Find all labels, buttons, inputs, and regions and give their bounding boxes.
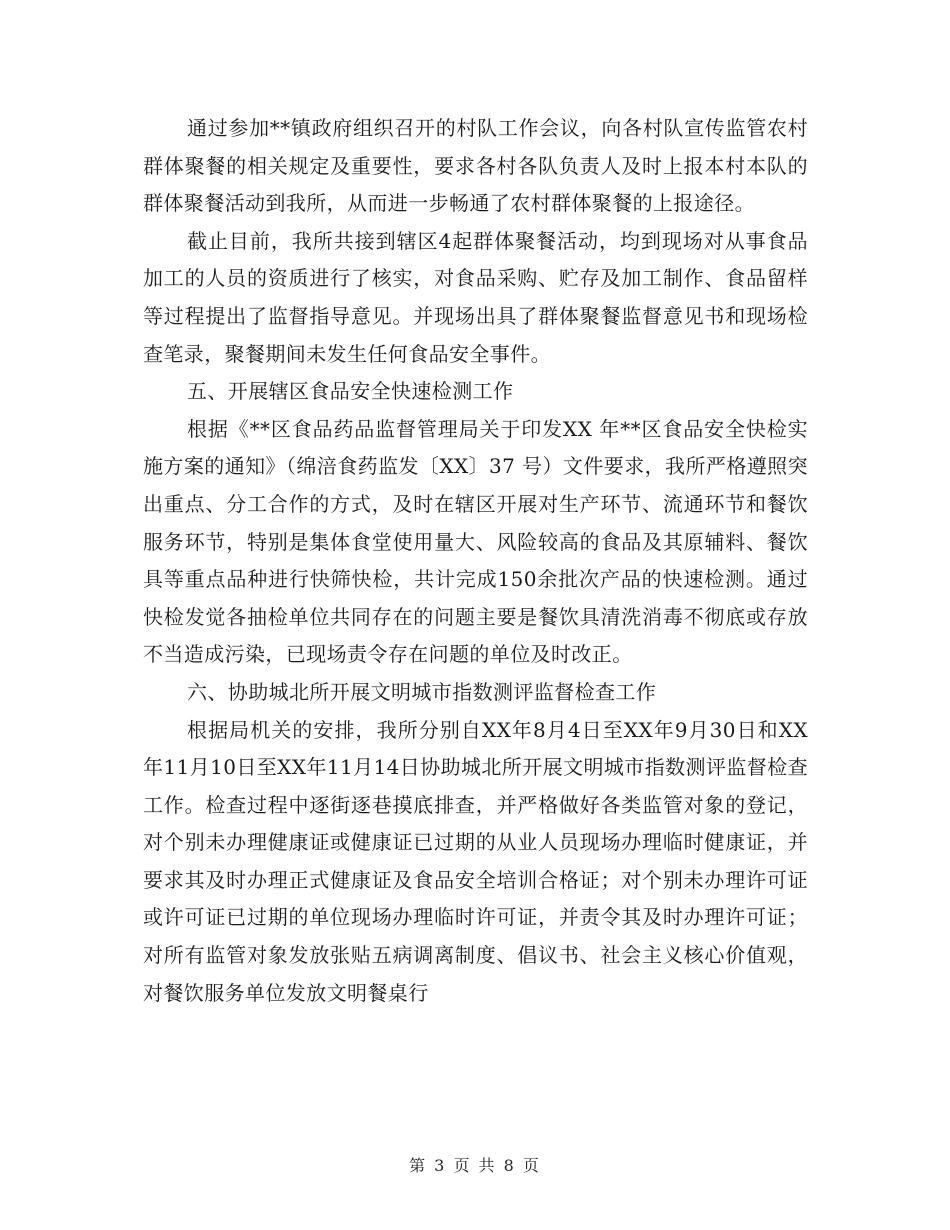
paragraph-3: 根据《**区食品药品监督管理局关于印发XX 年**区食品安全快检实施方案的通知》（绵涪食药监发〔XX〕37 号）文件要求，我所严格遵照突出重点、分工合作的方式，及时在辖区开展对生产环节、流通环节和餐饮服务环节，特别是集体食堂使用量大、风险较高的食品及其原辅料、餐饮具等重点品种进行快筛快检，共计完成150余批次产品的快速检测。通过快检发觉各抽检单位共同存在的问题主要是餐饮具清洗消毒不彻底或存放不当造成污染，已现场责令存在问题的单位及时改正。: [143, 416, 808, 667]
paragraph-1: 通过参加**镇政府组织召开的村队工作会议，向各村队宣传监管农村群体聚餐的相关规定及重要性，要求各村各队负责人及时上报本村本队的群体聚餐活动到我所，从而进一步畅通了农村群体聚餐的上报途径。: [143, 116, 808, 216]
page-footer: 第 3 页 共 8 页: [409, 1156, 541, 1175]
section-heading-6: 六、协助城北所开展文明城市指数测评监督检查工作: [187, 679, 657, 704]
section-heading-5: 五、开展辖区食品安全快速检测工作: [187, 379, 514, 404]
document-body: [143, 110, 808, 1012]
paragraph-2: 截止目前，我所共接到辖区4起群体聚餐活动，均到现场对从事食品加工的人员的资质进行了核实，对食品采购、贮存及加工制作、食品留样等过程提出了监督指导意见。并现场出具了群体聚餐监督意见书和现场检查笔录，聚餐期间未发生任何食品安全事件。: [143, 228, 808, 366]
paragraph-4: 根据局机关的安排，我所分别自XX年8月4日至XX年9月30日和XX年11月10日至XX年11月14日协助城北所开展文明城市指数测评监督检查工作。检查过程中逐街逐巷摸底排查，并严格做好各类监管对象的登记，对个别未办理健康证或健康证已过期的从业人员现场办理临时健康证，并要求其及时办理正式健康证及食品安全培训合格证；对个别未办理许可证或许可证已过期的单位现场办理临时许可证，并责令其及时办理许可证；对所有监管对象发放张贴五病调离制度、倡议书、社会主义核心价值观，对餐饮服务单位发放文明餐桌行: [143, 717, 808, 1005]
